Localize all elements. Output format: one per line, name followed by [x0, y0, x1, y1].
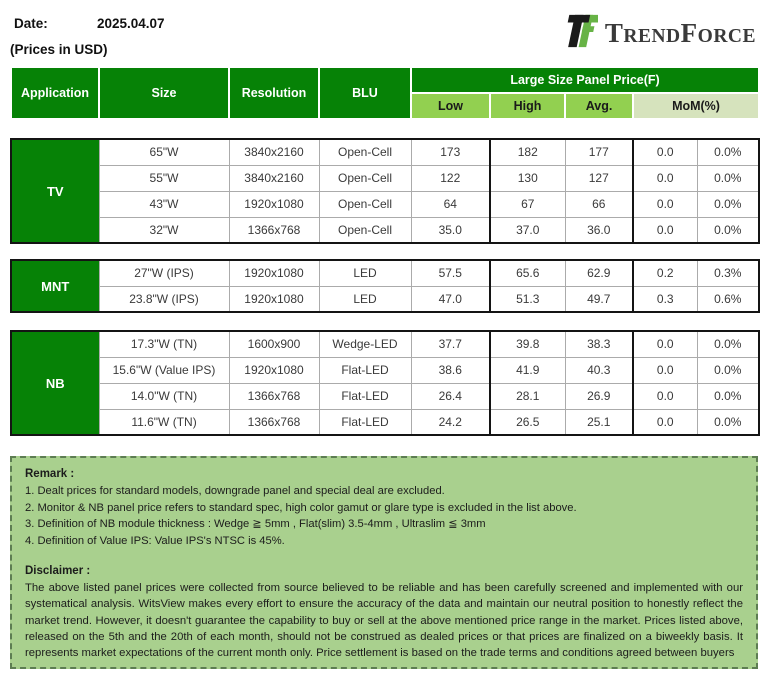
date-value: 2025.04.07 — [97, 16, 165, 31]
application-cell: TV — [11, 139, 99, 243]
remark-line-4: 4. Definition of Value IPS: Value IPS's NTSC is 45%. — [25, 534, 285, 547]
high-cell: 182 — [490, 139, 565, 165]
table-row — [11, 331, 759, 357]
logo-letter-t: T — [604, 18, 624, 48]
mom-abs-cell: 0.0 — [633, 409, 697, 435]
low-cell: 47.0 — [411, 286, 490, 312]
table-row — [11, 165, 759, 191]
disclaimer-text: The above listed panel prices were collected from source believed to be reliable and has been carefully screened and implemented with our systematical analysis. WitsView makes every effort to ensure the accuracy of the data and maintain our neutral position to honestly reflect the market trend. However, it doesn't guarantee the capability to buy or sell at the above mentioned price range in the market. Prices listed above, released on the 5th and the 20th of each month, should not be construed as dealed prices or that prices are finalized on a biweekly basis. It represents market expectations of the current month only. Price settlement is based on the trade terms and conditions agreed between buyers — [25, 582, 743, 660]
high-cell: 67 — [490, 191, 565, 217]
low-cell: 122 — [411, 165, 490, 191]
size-cell: 17.3"W (TN) — [99, 331, 229, 357]
blu-cell: LED — [319, 260, 411, 286]
mom-pct-cell: 0.6% — [697, 286, 759, 312]
mom-abs-cell: 0.0 — [633, 191, 697, 217]
high-cell: 41.9 — [490, 357, 565, 383]
table-row — [11, 217, 759, 243]
high-cell: 130 — [490, 165, 565, 191]
blu-cell: Open-Cell — [319, 165, 411, 191]
table-row — [11, 409, 759, 435]
resolution-cell: 3840x2160 — [229, 139, 319, 165]
mom-abs-cell: 0.2 — [633, 260, 697, 286]
low-cell: 37.7 — [411, 331, 490, 357]
avg-cell: 40.3 — [565, 357, 633, 383]
column-header-high: High — [490, 93, 565, 119]
trendforce-logo — [560, 13, 756, 54]
mom-pct-cell: 0.0% — [697, 191, 759, 217]
prices-in-usd-note: (Prices in USD) — [10, 42, 108, 57]
size-cell: 23.8"W (IPS) — [99, 286, 229, 312]
resolution-cell: 1366x768 — [229, 217, 319, 243]
mom-pct-cell: 0.0% — [697, 331, 759, 357]
low-cell: 35.0 — [411, 217, 490, 243]
avg-cell: 26.9 — [565, 383, 633, 409]
nb-section-table — [10, 330, 760, 436]
size-cell: 27"W (IPS) — [99, 260, 229, 286]
mom-pct-cell: 0.0% — [697, 357, 759, 383]
column-header-application: Application — [11, 67, 99, 119]
column-header-blu: BLU — [319, 67, 411, 119]
high-cell: 51.3 — [490, 286, 565, 312]
column-header-mom: MoM(%) — [633, 93, 759, 119]
resolution-cell: 1920x1080 — [229, 357, 319, 383]
avg-cell: 127 — [565, 165, 633, 191]
size-cell: 14.0"W (TN) — [99, 383, 229, 409]
low-cell: 57.5 — [411, 260, 490, 286]
resolution-cell: 1920x1080 — [229, 286, 319, 312]
tv-section-table — [10, 138, 760, 244]
high-cell: 37.0 — [490, 217, 565, 243]
size-cell: 11.6"W (TN) — [99, 409, 229, 435]
avg-cell: 36.0 — [565, 217, 633, 243]
header-row-1 — [11, 67, 759, 93]
table-row — [11, 260, 759, 286]
low-cell: 173 — [411, 139, 490, 165]
avg-cell: 177 — [565, 139, 633, 165]
mom-abs-cell: 0.3 — [633, 286, 697, 312]
mnt-section-table — [10, 259, 760, 313]
avg-cell: 66 — [565, 191, 633, 217]
size-cell: 32"W — [99, 217, 229, 243]
notes-spacer — [25, 549, 743, 563]
low-cell: 26.4 — [411, 383, 490, 409]
price-table-header — [10, 66, 760, 120]
table-row — [11, 383, 759, 409]
size-cell: 15.6"W (Value IPS) — [99, 357, 229, 383]
size-cell: 55"W — [99, 165, 229, 191]
logo-letters-rend: REND — [623, 26, 681, 47]
low-cell: 38.6 — [411, 357, 490, 383]
remark-disclaimer-box — [10, 456, 758, 669]
remark-line-2: 2. Monitor & NB panel price refers to standard spec, high color gamut or glare type is excluded in the list above. — [25, 501, 577, 514]
resolution-cell: 1920x1080 — [229, 191, 319, 217]
column-header-resolution: Resolution — [229, 67, 319, 119]
low-cell: 24.2 — [411, 409, 490, 435]
blu-cell: Open-Cell — [319, 139, 411, 165]
blu-cell: Flat-LED — [319, 409, 411, 435]
application-cell: NB — [11, 331, 99, 435]
column-header-price-group: Large Size Panel Price(F) — [411, 67, 759, 93]
mom-abs-cell: 0.0 — [633, 331, 697, 357]
high-cell: 26.5 — [490, 409, 565, 435]
mom-pct-cell: 0.0% — [697, 139, 759, 165]
column-header-avg: Avg. — [565, 93, 633, 119]
mom-pct-cell: 0.0% — [697, 383, 759, 409]
high-cell: 65.6 — [490, 260, 565, 286]
avg-cell: 62.9 — [565, 260, 633, 286]
remark-line-1: 1. Dealt prices for standard models, downgrade panel and special deal are excluded. — [25, 485, 445, 497]
trendforce-logo-icon — [560, 13, 598, 54]
mom-pct-cell: 0.3% — [697, 260, 759, 286]
mom-pct-cell: 0.0% — [697, 217, 759, 243]
column-header-low: Low — [411, 93, 490, 119]
resolution-cell: 1600x900 — [229, 331, 319, 357]
table-row — [11, 357, 759, 383]
remark-line-3: 3. Definition of NB module thickness : Wedge ≧ 5mm , Flat(slim) 3.5-4mm , Ultraslim ≦ 3mm — [25, 518, 486, 530]
column-header-size: Size — [99, 67, 229, 119]
mom-abs-cell: 0.0 — [633, 139, 697, 165]
blu-cell: Wedge-LED — [319, 331, 411, 357]
blu-cell: Flat-LED — [319, 357, 411, 383]
mom-pct-cell: 0.0% — [697, 409, 759, 435]
resolution-cell: 1366x768 — [229, 409, 319, 435]
mom-abs-cell: 0.0 — [633, 357, 697, 383]
mom-abs-cell: 0.0 — [633, 165, 697, 191]
blu-cell: Open-Cell — [319, 217, 411, 243]
resolution-cell: 1366x768 — [229, 383, 319, 409]
date-label: Date: — [14, 16, 48, 31]
table-row — [11, 286, 759, 312]
mom-abs-cell: 0.0 — [633, 383, 697, 409]
high-cell: 39.8 — [490, 331, 565, 357]
logo-letter-f: F — [680, 18, 698, 48]
disclaimer-title: Disclaimer : — [25, 565, 91, 577]
application-cell: MNT — [11, 260, 99, 312]
mom-pct-cell: 0.0% — [697, 165, 759, 191]
resolution-cell: 3840x2160 — [229, 165, 319, 191]
avg-cell: 38.3 — [565, 331, 633, 357]
high-cell: 28.1 — [490, 383, 565, 409]
resolution-cell: 1920x1080 — [229, 260, 319, 286]
blu-cell: Open-Cell — [319, 191, 411, 217]
table-row — [11, 139, 759, 165]
avg-cell: 49.7 — [565, 286, 633, 312]
avg-cell: 25.1 — [565, 409, 633, 435]
blu-cell: LED — [319, 286, 411, 312]
trendforce-logo-text — [605, 18, 756, 49]
blu-cell: Flat-LED — [319, 383, 411, 409]
low-cell: 64 — [411, 191, 490, 217]
remark-title: Remark : — [25, 468, 75, 480]
logo-letters-orce: ORCE — [697, 26, 756, 47]
mom-abs-cell: 0.0 — [633, 217, 697, 243]
size-cell: 43"W — [99, 191, 229, 217]
size-cell: 65"W — [99, 139, 229, 165]
table-row — [11, 191, 759, 217]
